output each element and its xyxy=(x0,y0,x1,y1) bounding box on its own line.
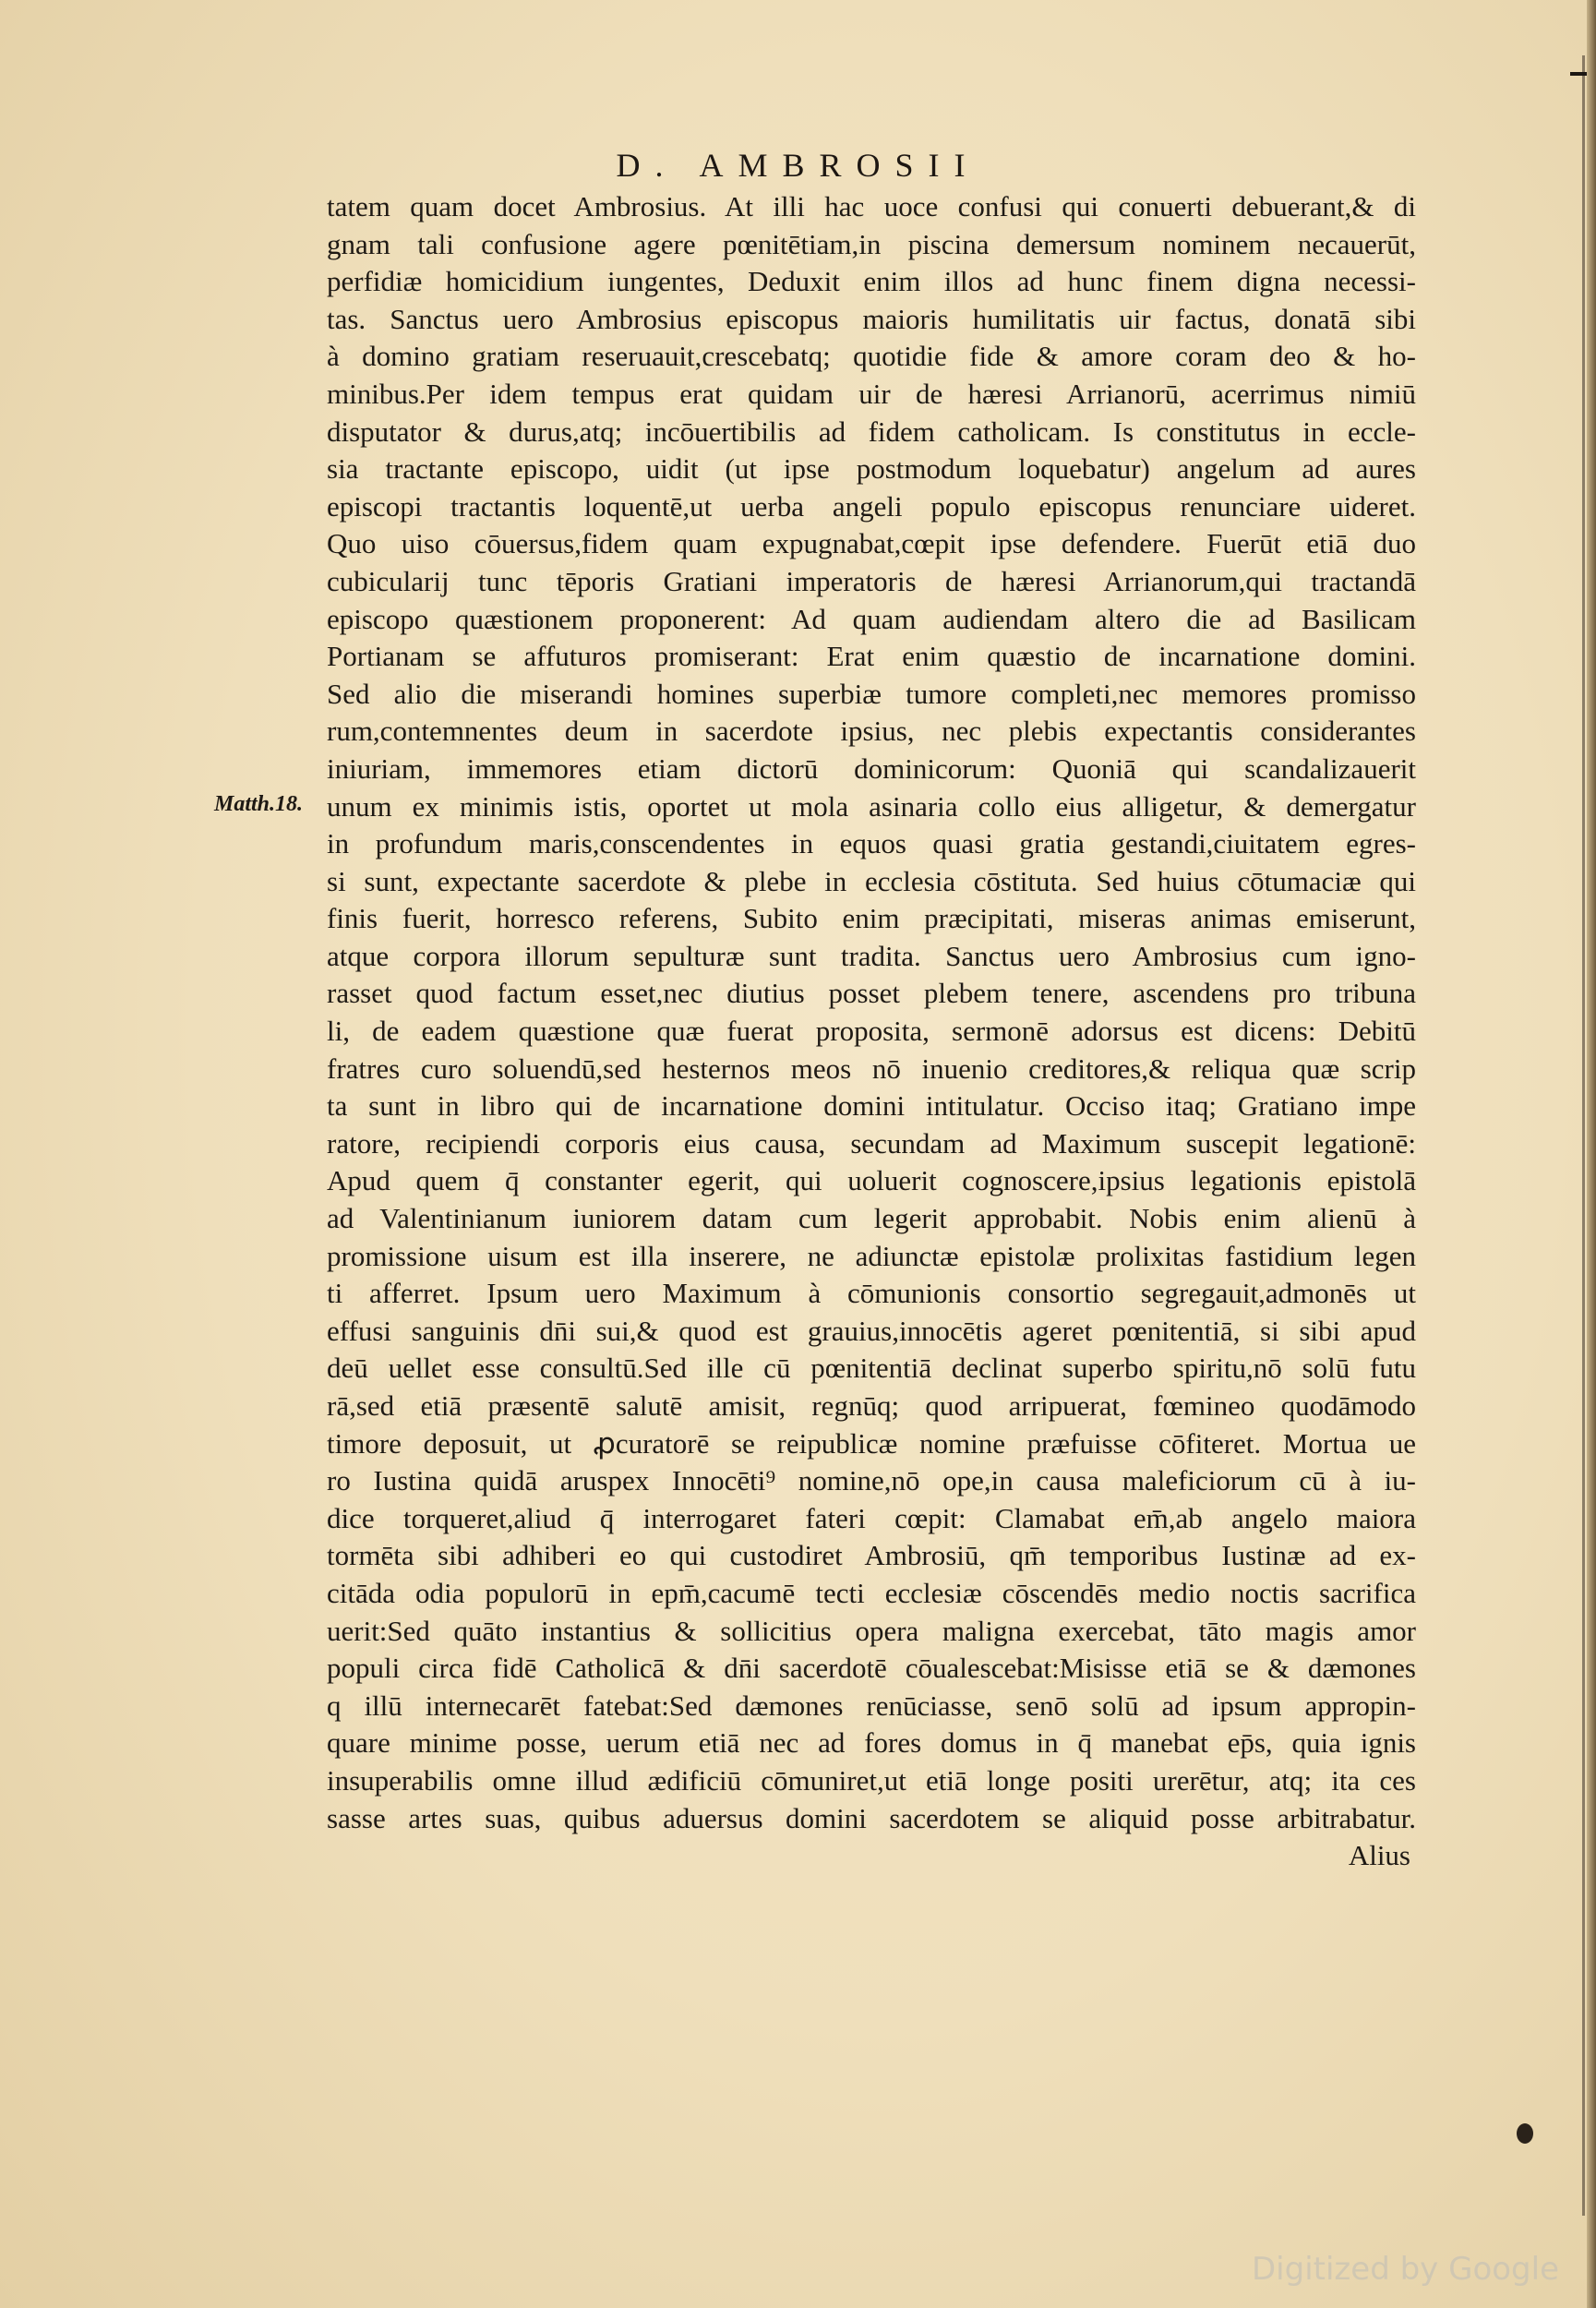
text-line: rum,contemnentes deum in sacerdote ipsius, nec plebis expectantis considerantes xyxy=(327,715,1416,748)
running-head: D. AMBROSII xyxy=(616,147,980,184)
text-line: atque corpora illorum sepulturæ sunt tradita. Sanctus uero Ambrosius cum igno- xyxy=(327,939,1416,972)
text-line: cubicularij tunc tēporis Gratiani imperatoris de hæresi Arrianorum,qui tractandā xyxy=(327,564,1416,597)
text-line: unum ex minimis istis, oportet ut mola asinaria collo eius alligetur, & demergatur xyxy=(327,789,1416,823)
text-line: citāda odia populorū in epm̄,cacumē tecti ecclesiæ cōscendēs medio noctis sacrifica xyxy=(327,1576,1416,1609)
text-line: episcopo quæstionem proponerent: Ad quam audiendam altero die ad Basilicam xyxy=(327,602,1416,635)
text-line: dice torqueret,aliud q̄ interrogaret fateri cœpit: Clamabat em̄,ab angelo maiora xyxy=(327,1501,1416,1534)
text-line: populi circa fidē Catholicā & dn̄i sacerdotē cōualescebat:Misisse etiā se & dæmones xyxy=(327,1652,1416,1685)
text-line: minibus.Per idem tempus erat quidam uir de hæresi Arrianorū, acerrimus nimiū xyxy=(327,377,1416,410)
text-line: ro Iustina quidā aruspex Innocēti⁹ nomine,nō ope,in causa maleficiorum cū à iu- xyxy=(327,1464,1416,1497)
body-text xyxy=(327,188,1416,1875)
text-line: rā,sed etiā præsentē salutē amisit, regnūq; quod arripuerat, fœmineo quodāmodo xyxy=(327,1389,1416,1422)
catchword: Alius xyxy=(1348,1839,1410,1872)
text-line: effusi sanguinis dn̄i sui,& quod est grauius,innocētis ageret pœnitentiā, si sibi apud xyxy=(327,1314,1416,1347)
text-line: ad Valentinianum iuniorem datam cum legerit approbabit. Nobis enim alienū à xyxy=(327,1202,1416,1235)
text-line: in profundum maris,conscendentes in equos quasi gratia gestandi,ciuitatem egres- xyxy=(327,827,1416,860)
text-line: tas. Sanctus uero Ambrosius episcopus maioris humilitatis uir factus, donatā sibi xyxy=(327,302,1416,335)
page-edge-shadow xyxy=(1587,0,1596,2308)
text-line: sia tractante episcopo, uidit (ut ipse postmodum loquebatur) angelum ad aures xyxy=(327,452,1416,486)
text-line: si sunt, expectante sacerdote & plebe in ecclesia cōstituta. Sed huius cōtumaciæ qui xyxy=(327,864,1416,897)
text-line: tatem quam docet Ambrosius. At illi hac uoce confusi qui conuerti debuerant,& di xyxy=(327,190,1416,222)
text-line: tormēta sibi adhiberi eo qui custodiret Ambrosiū, qm̄ temporibus Iustinæ ad ex- xyxy=(327,1539,1416,1572)
text-line: Quo uiso cōuersus,fidem quam expugnabat,cœpit ipse defendere. Fuerūt etiā duo xyxy=(327,527,1416,560)
text-line: ti afferret. Ipsum uero Maximum à cōmunionis consortio segregauit,admonēs ut xyxy=(327,1277,1416,1310)
text-line: q illū internecarēt fatebat:Sed dæmones renūciasse, senō solū ad ipsum appropin- xyxy=(327,1689,1416,1722)
text-line: Sed alio die miserandi homines superbiæ tumore completi,nec memores promisso xyxy=(327,677,1416,710)
text-line: finis fuerit, horresco referens, Subito enim præcipitati, miseras animas emiserunt, xyxy=(327,902,1416,935)
edge-mark xyxy=(1570,72,1587,76)
text-line: Portianam se affuturos promiserant: Erat enim quæstio de incarnatione domini. xyxy=(327,640,1416,673)
text-line: perfidiæ homicidium iungentes, Deduxit enim illos ad hunc finem digna necessi- xyxy=(327,265,1416,298)
text-line: sasse artes suas, quibus aduersus domini sacerdotem se aliquid posse arbitrabatur. xyxy=(327,1801,1416,1834)
text-line: ta sunt in libro qui de incarnatione domini intitulatur. Occiso itaq; Gratiano impe xyxy=(327,1089,1416,1123)
text-line: gnam tali confusione agere pœnitētiam,in piscina demersum nominem necauerūt, xyxy=(327,227,1416,260)
digitization-watermark: Digitized by Google xyxy=(1252,2251,1559,2288)
text-line: ratore, recipiendi corporis eius causa, secundam ad Maximum suscepit legationē: xyxy=(327,1126,1416,1160)
text-line: timore deposuit, ut ꝓcuratorē se reipublicæ nomine præfuisse cōfiteret. Mortua ue xyxy=(327,1426,1416,1460)
margin-note: Matth.18. xyxy=(214,792,304,816)
text-line: disputator & durus,atq; incōuertibilis ad fidem catholicam. Is constitutus in eccle- xyxy=(327,415,1416,448)
text-line: iniuriam, immemores etiam dictorū dominicorum: Quoniā qui scandalizauerit xyxy=(327,751,1416,785)
text-line: quare minime posse, uerum etiā nec ad fores domus in q̄ manebat ep̄s, quia ignis xyxy=(327,1726,1416,1760)
text-line: li, de eadem quæstione quæ fuerat proposita, sermonē adorsus est dicens: Debitū xyxy=(327,1015,1416,1048)
text-line: promissione uisum est illa inserere, ne adiunctæ epistolæ prolixitas fastidium legen xyxy=(327,1239,1416,1272)
text-line: uerit:Sed quāto instantius & sollicitius opera maligna exercebat, tāto magis amor xyxy=(327,1614,1416,1647)
text-line: insuperabilis omne illud ædificiū cōmuniret,ut etiā longe positi urerētur, atq; ita ces xyxy=(327,1763,1416,1797)
text-line: deū uellet esse consultū.Sed ille cū pœnitentiā declinat superbo spiritu,nō solū futu xyxy=(327,1352,1416,1385)
ink-blot xyxy=(1517,2123,1533,2144)
gutter-line xyxy=(1582,55,1585,2216)
text-line: episcopi tractantis loquentē,ut uerba angeli populo episcopus renunciare uideret. xyxy=(327,489,1416,523)
text-line: Apud quem q̄ constanter egerit, qui uoluerit cognoscere,ipsius legationis epistolā xyxy=(327,1164,1416,1197)
text-line: à domino gratiam reseruauit,crescebatq; quotidie fide & amore coram deo & ho- xyxy=(327,340,1416,373)
text-line: rasset quod factum esset,nec diutius posset plebem tenere, ascendens pro tribuna xyxy=(327,977,1416,1010)
text-line: fratres curo soluendū,sed hesternos meos nō inuenio creditores,& reliqua quæ scrip xyxy=(327,1052,1416,1085)
